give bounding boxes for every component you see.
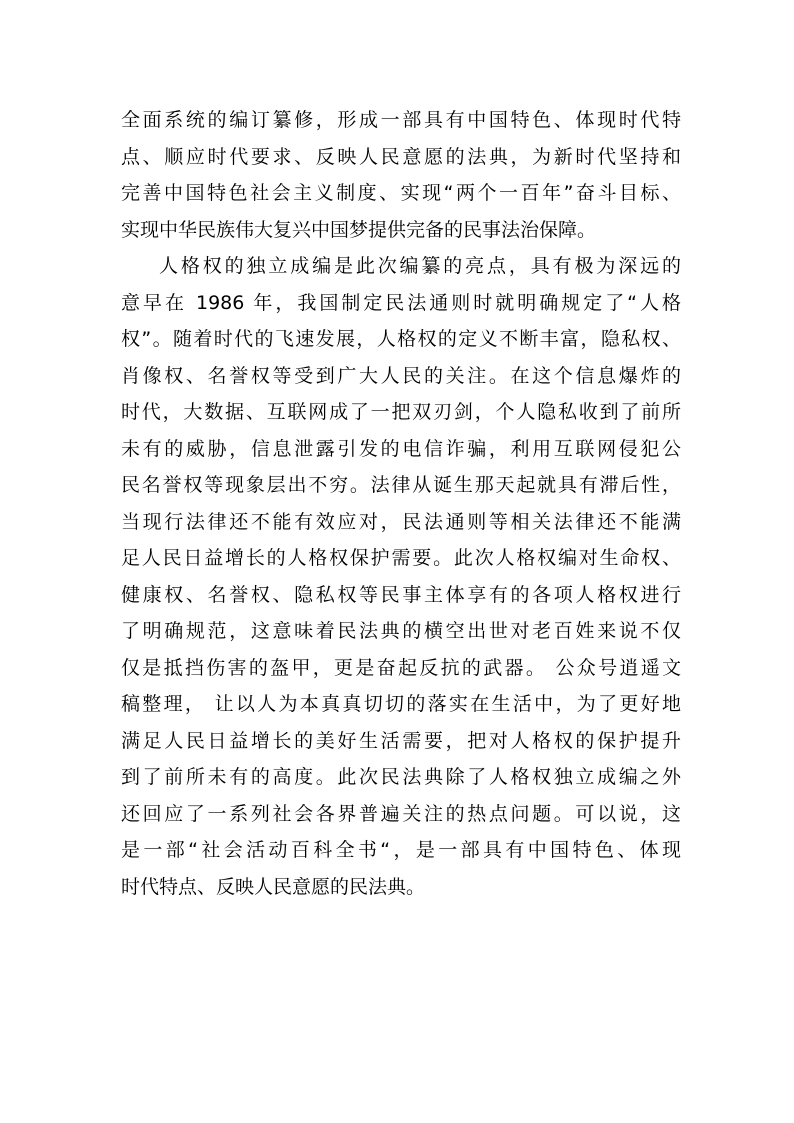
text-line: 未有的威胁，信息泄露引发的电信诈骗，利用互联网侵犯公 [121, 437, 681, 460]
text-line: 实现中华民族伟大复兴中国梦提供完备的民事法治保障。 [121, 218, 597, 241]
text-line: 权”。随着时代的飞速发展，人格权的定义不断丰富，隐私权、 [121, 328, 681, 350]
text-line: 完善中国特色社会主义制度、实现“两个一百年”奋斗目标、 [121, 182, 681, 204]
body-text [121, 102, 681, 905]
text-line: 仅是抵挡伤害的盔甲，更是奋起反抗的武器。 公众号逍遥文 [121, 656, 681, 679]
text-line: 足人民日益增长的人格权保护需要。此次人格权编对生命权、 [121, 547, 681, 569]
paragraph-first-line: 人格权的独立成编是此次编纂的亮点，具有极为深远的 [159, 255, 681, 277]
text-line: 民名誉权等现象层出不穷。法律从诞生那天起就具有滞后性， [121, 474, 681, 496]
text-line: 满足人民日益增长的美好生活需要，把对人格权的保护提升 [121, 729, 681, 752]
text-line: 点、顺应时代要求、反映人民意愿的法典，为新时代坚持和 [121, 145, 681, 168]
text-line: 时代特点、反映人民意愿的民法典。 [121, 875, 426, 898]
text-line: 了明确规范，这意味着民法典的横空出世对老百姓来说不仅 [121, 620, 681, 642]
text-line: 稿整理， 让以人为本真真切切的落实在生活中，为了更好地 [121, 693, 681, 715]
text-line: 是一部“社会活动百科全书“，是一部具有中国特色、体现 [121, 839, 681, 861]
text-line: 全面系统的编订纂修，形成一部具有中国特色、体现时代特 [121, 109, 681, 131]
text-line: 健康权、名誉权、隐私权等民事主体享有的各项人格权进行 [121, 583, 681, 606]
text-line: 还回应了一系列社会各界普遍关注的热点问题。可以说，这 [121, 802, 681, 825]
text-line: 时代，大数据、互联网成了一把双刃剑，个人隐私收到了前所 [121, 401, 681, 423]
text-line: 肖像权、名誉权等受到广大人民的关注。在这个信息爆炸的 [121, 364, 681, 387]
text-line: 意早在 1986 年，我国制定民法通则时就明确规定了“人格 [121, 291, 681, 314]
text-line: 当现行法律还不能有效应对，民法通则等相关法律还不能满 [121, 510, 681, 533]
text-line: 到了前所未有的高度。此次民法典除了人格权独立成编之外 [121, 766, 681, 788]
